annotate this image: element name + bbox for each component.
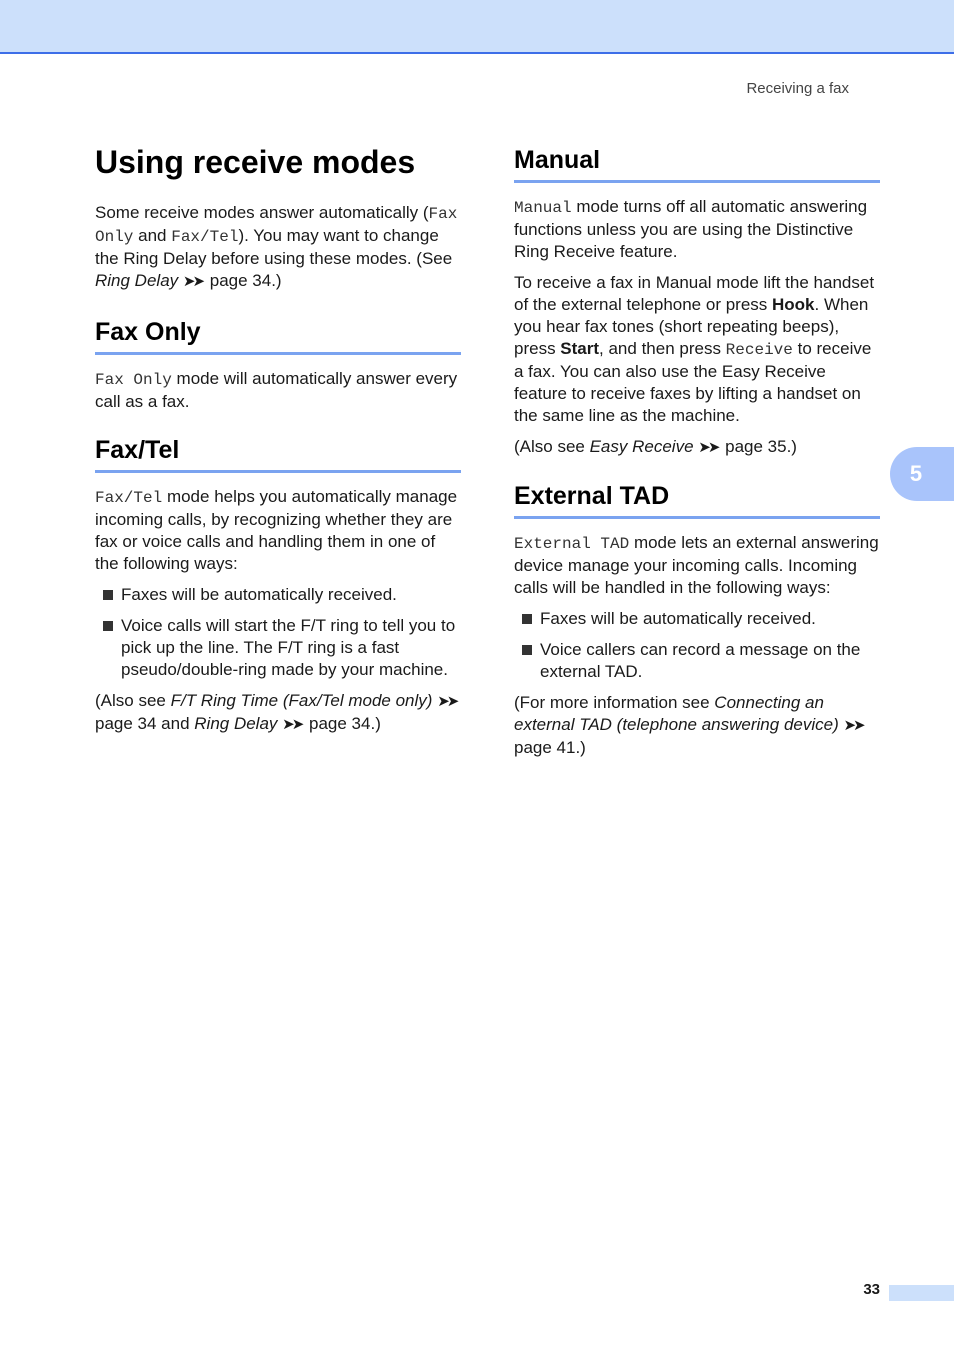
fax-only-mode-code: Fax Only bbox=[95, 371, 172, 389]
ring-delay-reference[interactable]: Ring Delay bbox=[95, 271, 179, 290]
fax-tel-also-see: (Also see F/T Ring Time (Fax/Tel mode only) ➤➤ page 34 and Ring Delay ➤➤ page 34.) bbox=[95, 691, 457, 733]
manual-instructions-paragraph: To receive a fax in Manual mode lift the handset of the external telephone or press Hook. When you hear fax tones (short repeating beeps), press Start, and then press Receive to receive a fax. You can also use the Easy Receive feature to receive faxes by lifting a handset on the same line as the machine. bbox=[514, 273, 875, 425]
receive-code: Receive bbox=[725, 341, 793, 359]
external-tad-bullet-list bbox=[514, 608, 880, 683]
page-title: Using receive modes bbox=[95, 144, 416, 180]
list-item: Faxes will be automatically received. bbox=[95, 584, 461, 606]
external-tad-mode-code: External TAD bbox=[514, 535, 630, 553]
double-arrow-icon: ➤➤ bbox=[437, 693, 457, 710]
intro-paragraph: Some receive modes answer automatically (Fax Only and Fax/Tel). You may want to change the Ring Delay before using these modes. (See Ring Delay ➤➤ page 34.) bbox=[95, 203, 458, 290]
fax-tel-bullet-list bbox=[95, 584, 461, 681]
fax-only-heading: Fax Only bbox=[95, 316, 461, 355]
left-column bbox=[95, 140, 461, 736]
double-arrow-icon: ➤➤ bbox=[843, 717, 863, 734]
right-column bbox=[514, 140, 880, 759]
ring-delay-reference[interactable]: Ring Delay bbox=[194, 714, 278, 733]
manual-also-see: (Also see Easy Receive ➤➤ page 35.) bbox=[514, 437, 797, 456]
easy-receive-reference[interactable]: Easy Receive bbox=[589, 437, 694, 456]
external-tad-heading: External TAD bbox=[514, 480, 880, 519]
start-key: Start bbox=[560, 339, 600, 358]
connecting-external-tad-reference[interactable]: Connecting an external TAD (telephone answering device) bbox=[514, 693, 839, 734]
list-item: Voice callers can record a message on the external TAD. bbox=[514, 639, 880, 683]
manual-heading: Manual bbox=[514, 144, 880, 183]
manual-mode-code: Manual bbox=[514, 199, 572, 217]
fax-tel-mode-code: Fax/Tel bbox=[95, 489, 163, 507]
chapter-tab bbox=[890, 447, 954, 501]
page-number: 33 bbox=[863, 1281, 880, 1298]
footer-bar bbox=[889, 1285, 954, 1301]
chapter-number: 5 bbox=[909, 461, 923, 486]
fax-only-paragraph: Fax Only mode will automatically answer every call as a fax. bbox=[95, 369, 458, 411]
external-tad-more-info: (For more information see Connecting an external TAD (telephone answering device) ➤➤ page 41.) bbox=[514, 693, 863, 757]
fax-tel-heading: Fax/Tel bbox=[95, 434, 461, 473]
fax-tel-code: Fax/Tel bbox=[171, 228, 239, 246]
double-arrow-icon: ➤➤ bbox=[698, 439, 718, 456]
external-tad-paragraph: External TAD mode lets an external answering device manage your incoming calls. Incoming calls will be handled in the following ways: bbox=[514, 533, 879, 597]
top-banner bbox=[0, 0, 954, 54]
ft-ring-time-reference[interactable]: F/T Ring Time (Fax/Tel mode only) bbox=[170, 691, 433, 710]
double-arrow-icon: ➤➤ bbox=[282, 716, 302, 733]
list-item: Voice calls will start the F/T ring to tell you to pick up the line. The F/T ring is a fast pseudo/double-ring made by your machine. bbox=[95, 615, 461, 681]
double-arrow-icon: ➤➤ bbox=[182, 273, 203, 290]
fax-only-code: Fax Only bbox=[95, 205, 458, 246]
hook-key: Hook bbox=[772, 295, 815, 314]
running-header: Receiving a fax bbox=[746, 80, 849, 97]
fax-tel-paragraph: Fax/Tel mode helps you automatically manage incoming calls, by recognizing whether they are fax or voice calls and handling them in one of the following ways: bbox=[95, 487, 458, 573]
manual-paragraph: Manual mode turns off all automatic answering functions unless you are using the Distinctive Ring Receive feature. bbox=[514, 197, 868, 261]
list-item: Faxes will be automatically received. bbox=[514, 608, 880, 630]
